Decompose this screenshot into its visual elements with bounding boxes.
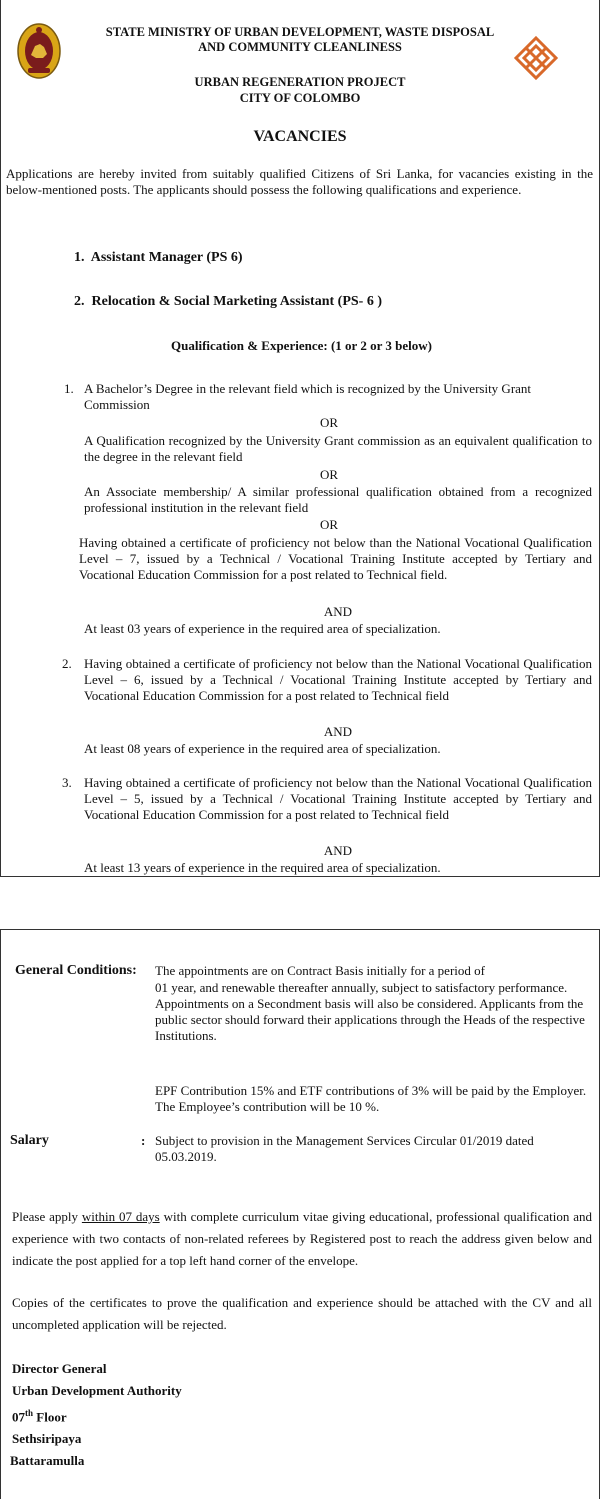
post-number: 1. [74, 250, 85, 265]
ministry-line-2: AND COMMUNITY CLEANLINESS [198, 40, 402, 54]
salary-text: Subject to provision in the Management Services Circular 01/2019 dated 05.03.2019. [155, 1133, 534, 1164]
q2-experience: At least 08 years of experience in the required area of specialization. [84, 741, 441, 756]
post-number: 2. [74, 294, 85, 309]
intro-paragraph: Applications are hereby invited from suitably qualified Citizens of Sri Lanka, for vacancies existing in the below-mentioned posts. The applicants should possess the following qualifications and experience. [6, 166, 593, 197]
q1-number: 1. [64, 381, 74, 396]
project-line-1: URBAN REGENERATION PROJECT [194, 75, 406, 89]
q2-nvq6: Having obtained a certificate of proficiency not below than the National Vocational Qualification Level – 6, issued by a Technical / Vocational Training Institute accepted by Tertiary and Vocational Education Commission for a post related to Technical field [84, 656, 592, 703]
q3-number: 3. [62, 775, 72, 790]
q1-equivalent: A Qualification recognized by the University Grant commission as an equivalent qualification to the degree in the relevant field [84, 433, 592, 464]
apply-paragraph [12, 1206, 592, 1272]
q1-or-2: OR [319, 467, 339, 482]
q1-nvq7: Having obtained a certificate of proficiency not below than the National Vocational Qualification Level – 7, issued by a Technical / Vocational Training Institute accepted by Tertiary and Vocational Education Commission for a post related to Technical field. [79, 535, 592, 582]
q1-or-1: OR [319, 415, 339, 430]
q1-and: AND [323, 604, 353, 619]
apply-pre: Please apply [12, 1209, 78, 1224]
address-block [12, 1358, 182, 1472]
conditions-label: General Conditions: [15, 963, 137, 978]
apply-deadline: within 07 days [81, 1209, 160, 1224]
address-line-1: Director General [12, 1361, 107, 1376]
post-label: Relocation & Social Marketing Assistant (PS- 6 ) [91, 294, 382, 309]
salary-label: Salary [10, 1133, 49, 1148]
address-line-4: Sethsiripaya [12, 1431, 82, 1447]
q2-and: AND [323, 724, 353, 739]
post-item-1 [74, 250, 243, 266]
copies-paragraph: Copies of the certificates to prove the qualification and experience should be attached with the CV and all uncompleted application will be rejected. [12, 1295, 592, 1332]
address-floor: 07th Floor [12, 1408, 67, 1425]
project-line-2: CITY OF COLOMBO [239, 91, 361, 105]
q1-experience: At least 03 years of experience in the required area of specialization. [84, 621, 441, 636]
post-label: Assistant Manager (PS 6) [90, 250, 243, 265]
conditions-text-2: 01 year, and renewable thereafter annually, subject to satisfactory performance. Appointments on a Secondment basis will also be considered. Applicants from the public sector should forward their applications through the Heads of the respective Institutions. [155, 980, 585, 1043]
epf-text: EPF Contribution 15% and ETF contributions of 3% will be paid by the Employer. The Employee’s contribution will be 10 %. [155, 1083, 587, 1114]
page-title: VACANCIES [253, 128, 347, 145]
post-item-2 [74, 294, 382, 310]
apply-post: with complete curriculum vitae giving educational, professional qualification and experience with two contacts of non-related referees by Registered post to reach the address given below and indicate the post applied for a top left hand corner of the envelope. [12, 1209, 593, 1268]
q1-degree: A Bachelor’s Degree in the relevant field which is recognized by the University Grant Commission [84, 381, 532, 412]
address-line-2: Urban Development Authority [12, 1383, 182, 1398]
q1-or-3: OR [319, 517, 339, 532]
conditions-text-1: The appointments are on Contract Basis initially for a period of [155, 963, 485, 978]
q1-associate: An Associate membership/ A similar professional qualification obtained from a recognized professional institution in the relevant field [84, 484, 592, 515]
salary-colon: : [141, 1133, 146, 1148]
q3-nvq5: Having obtained a certificate of proficiency not below than the National Vocational Qualification Level – 5, issued by a Technical / Vocational Training Institute accepted by Tertiary and Vocational Education Commission for a post related to Technical field [84, 775, 592, 822]
q3-and: AND [323, 843, 353, 858]
q3-experience: At least 13 years of experience in the required area of specialization. [84, 860, 441, 875]
address-line-5: Battaramulla [10, 1453, 85, 1469]
qualification-heading: Qualification & Experience: (1 or 2 or 3 below) [171, 338, 432, 353]
q2-number: 2. [62, 656, 72, 671]
ministry-line-1: STATE MINISTRY OF URBAN DEVELOPMENT, WASTE DISPOSAL [105, 25, 495, 39]
